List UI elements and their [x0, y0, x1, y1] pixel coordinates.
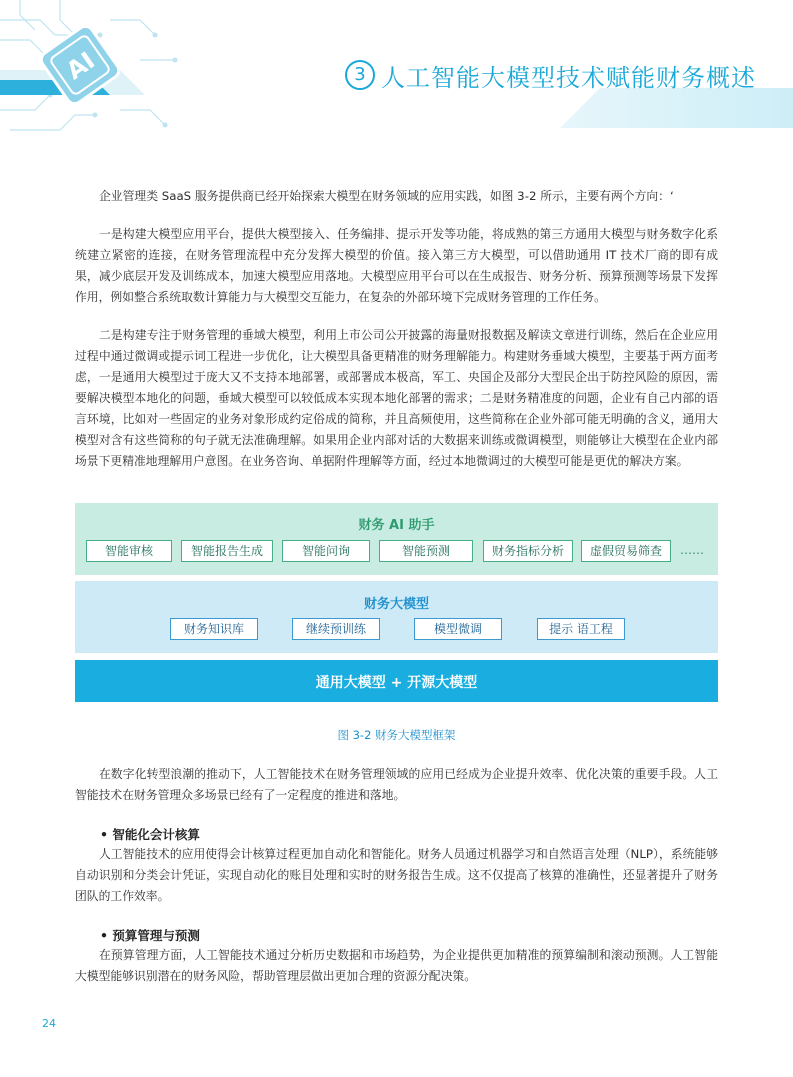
section-number: 3 — [345, 60, 375, 90]
ai-item-fake-trade-screening: 虚假贸易筛查 — [581, 540, 671, 562]
ai-layer-title: 财务 AI 助手 — [358, 518, 435, 533]
subheading-accounting: • 智能化会计核算 — [100, 827, 200, 842]
transition-paragraph: 在数字化转型浪潮的推动下，人工智能技术在财务管理领域的应用已经成为企业提升效率、优化决策的重要手段。人工智能技术在财务管理众多场景已经有了一定程度的推进和落地。 — [75, 767, 718, 802]
ai-item-report-generation: 智能报告生成 — [181, 540, 273, 562]
budget-paragraph: 在预算管理方面，人工智能技术通过分析历史数据和市场趋势，为企业提供更加精准的预算编制和滚动预测。人工智能大模型能够识别潜在的财务风险，帮助管理层做出更加合理的资源分配决策。 — [75, 948, 718, 983]
finance-ai-assistant-layer — [75, 503, 718, 575]
finance-model-layer — [75, 581, 718, 653]
subheading-budget: • 预算管理与预测 — [100, 928, 200, 943]
accounting-paragraph: 人工智能技术的应用使得会计核算过程更加自动化和智能化。财务人员通过机器学习和自然语言处理（NLP），系统能够自动识别和分类会计凭证，实现自动化的账目处理和实时的财务报告生成。这不仅提高了核算的准确性，还显著提升了财务团队的工作效率。 — [75, 847, 718, 903]
model-item-continued-pretraining: 继续预训练 — [292, 618, 380, 640]
base-layer-title: 通用大模型 + 开源大模型 — [315, 675, 478, 691]
model-item-prompt-engineering: 提示 语工程 — [537, 618, 625, 640]
section-title — [345, 55, 756, 95]
section-title-text: 人工智能大模型技术赋能财务概述 — [381, 63, 756, 92]
model-layer-title: 财务大模型 — [363, 597, 429, 612]
page-header — [0, 0, 793, 160]
second-direction-paragraph: 二是构建专注于财务管理的垂域大模型，利用上市公司公开披露的海量财报数据及解读文章进行训练，然后在企业应用过程中通过微调或提示词工程进一步优化，让大模型具备更精准的财务理解能力。构建财务垂域大模型，主要基于两方面考虑，一是通用大模型过于庞大又不支持本地部署，或部署成本极高，军工、央国企及部分大型民企出于防控风险的原因，需要解决模型本地化的问题，垂域大模型可以较低成本实现本地化部署的需求；二是财务精准度的问题，企业有自己内部的语言环境，比如对一些固定的业务对象形成约定俗成的简称，并且高频使用，这些简称在企业外部可能无明确的含义，通用大模型对含有这些简称的句子就无法准确理解。如果用企业内部对话的大数据来训练或微调模型，则能够让大模型在企业内部场景下更精准地理解用户意图。在业务咨询、单据附件理解等方面，经过本地微调过的大模型可能是更优的解决方案。 — [75, 328, 718, 468]
ai-item-smart-audit: 智能审核 — [86, 540, 172, 562]
figure-caption: 图 3-2 财务大模型框架 — [337, 728, 456, 742]
model-item-knowledge-base: 财务知识库 — [170, 618, 258, 640]
ai-items-more: …… — [680, 543, 704, 557]
svg-text:AI: AI — [61, 46, 100, 86]
model-item-fine-tuning: 模型微调 — [414, 618, 502, 640]
ai-item-smart-inquiry: 智能问询 — [282, 540, 370, 562]
ai-circuit-logo-icon — [0, 0, 180, 150]
page-number: 24 — [42, 1017, 56, 1030]
first-direction-paragraph: 一是构建大模型应用平台，提供大模型接入、任务编排、提示开发等功能，将成熟的第三方通用大模型与财务数字化系统建立紧密的连接，在财务管理流程中充分发挥大模型的价值。接入第三方大模型，可以借助通用 IT 技术厂商的即有成果，减少底层开发及训练成本，加速大模型应用落地。大模型应用平台可以在生成报告、财务分析、预算预测等场景下发挥作用，例如整合系统取数计算能力与大模型交互能力，在复杂的外部环境下完成财务管理的工作任务。 — [75, 227, 718, 304]
general-model-layer — [75, 660, 718, 702]
ai-item-indicator-analysis: 财务指标分析 — [483, 540, 573, 562]
intro-paragraph: 企业管理类 SaaS 服务提供商已经开始探索大模型在财务领域的应用实践，如图 3-2 所示，主要有两个方向：‘ — [99, 189, 674, 203]
ai-item-smart-forecast: 智能预测 — [379, 540, 473, 562]
